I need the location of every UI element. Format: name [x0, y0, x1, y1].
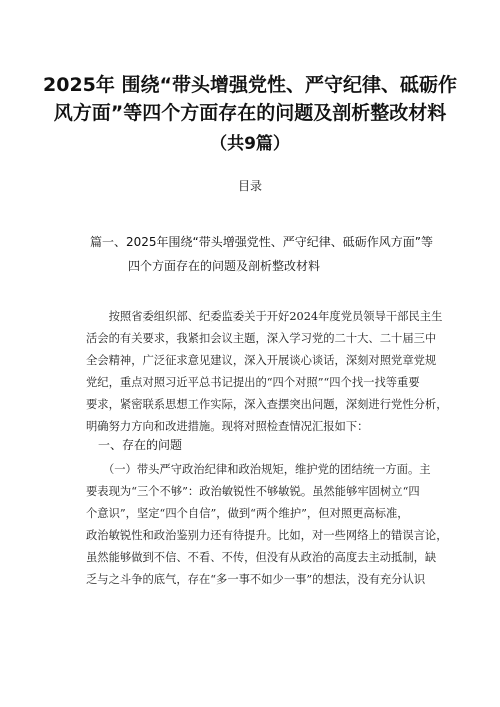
section-1-line: 个意识”，坚定“四个自信”，做到“两个维护”，但对照更高标准，: [86, 507, 409, 520]
section-1-line: 要表现为“三个不够”：政治敏锐性不够敏锐。虽然能够牢固树立“四: [86, 485, 420, 498]
intro-line: 明确努力方向和改进措施。现将对照检查情况汇报如下：: [86, 420, 369, 433]
intro-paragraph: [86, 306, 448, 438]
section-1-line: 乏与之斗争的底气，存在“多一事不如少一事”的想法，没有充分认识: [86, 573, 426, 586]
document-title-line-2: 风方面”等四个方面存在的问题及剖析整改材料: [53, 102, 447, 124]
toc-entry-1-line-2[interactable]: 四个方面存在的问题及剖析整改材料: [128, 259, 321, 273]
intro-line: 活会的有关要求，我紧扣会议主题，深入学习党的二十大、二十届三中: [86, 332, 437, 345]
intro-line: 按照省委组织部、纪委监委关于开好2024年度党员领导干部民主生: [86, 310, 443, 323]
section-1-paragraph: [86, 459, 448, 591]
intro-line: 全会精神，广泛征求意见建议，深入开展谈心谈话，深刻对照党章党规: [86, 354, 437, 367]
section-1-line: 政治敏锐性和政治鉴别力还有待提升。比如，对一些网络上的错误言论，: [86, 529, 448, 542]
section-1-line: 虽然能够做到不信、不看、不传，但没有从政治的高度去主动抵制，缺: [86, 551, 437, 564]
section-1-line: （一）带头严守政治纪律和政治规矩，维护党的团结统一方面。主: [86, 463, 431, 476]
document-title-count: （共9篇）: [210, 134, 290, 154]
document-title-line-1: 2025年 围绕“带头增强党性、严守纪律、砥砺作: [43, 74, 457, 96]
toc-heading: 目录: [237, 179, 262, 193]
intro-line: 党纪，重点对照习近平总书记提出的“四个对照”“四个找一找等重要: [86, 376, 420, 389]
toc-entry-1-line-1[interactable]: 篇一、2025年围绕“带头增强党性、严守纪律、砥砺作风方面”等: [90, 235, 433, 249]
section-heading-problems: 一、存在的问题: [98, 438, 183, 452]
intro-line: 要求，紧密联系思想工作实际，深入查摆突出问题，深刻进行党性分析，: [86, 398, 448, 411]
